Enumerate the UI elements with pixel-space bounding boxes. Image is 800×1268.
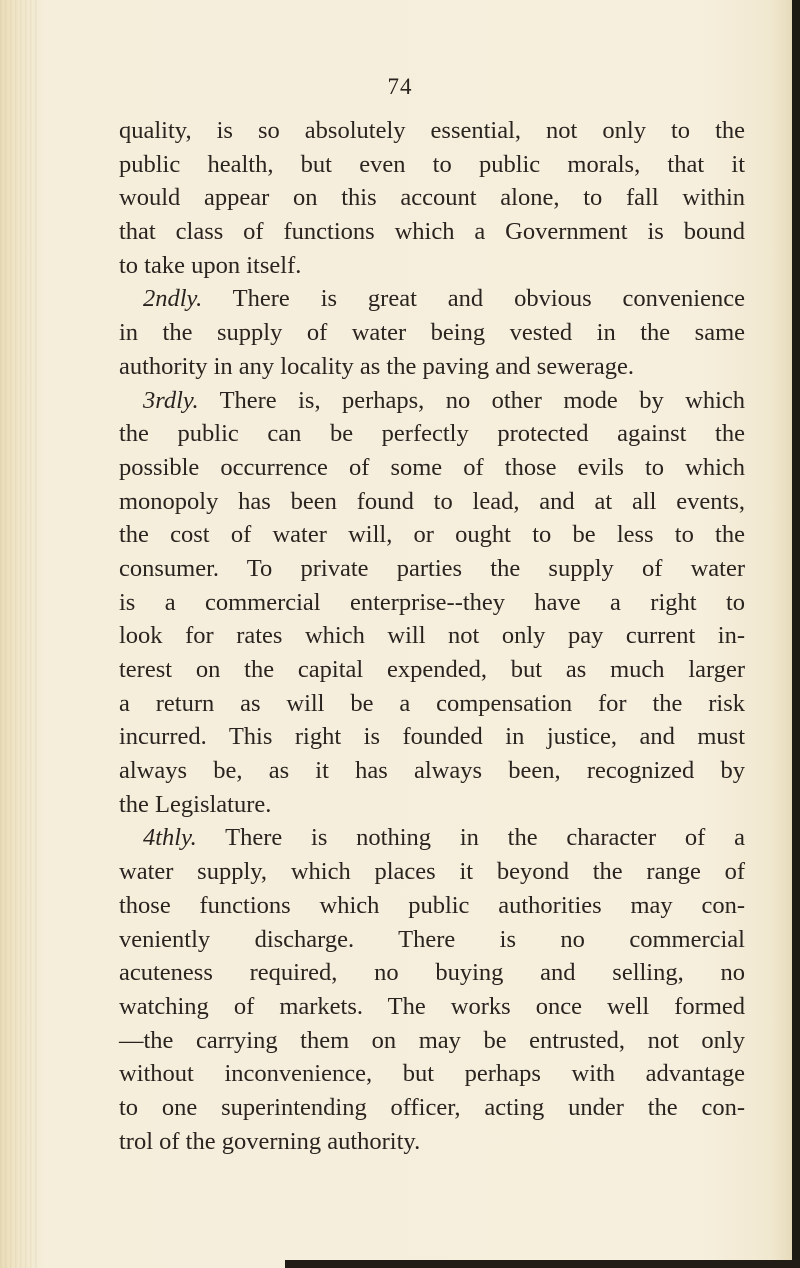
page-number: 74 (387, 74, 413, 99)
text-line (119, 1024, 745, 1058)
line-text: There is, perhaps, no other mode by which (198, 386, 745, 414)
text-line (119, 990, 745, 1024)
line-text: terest on the capital expended, but as much larger (119, 656, 745, 683)
line-text: incurred. This right is founded in justice, and must (119, 723, 745, 751)
text-line (119, 889, 745, 923)
text-line (119, 956, 745, 990)
paragraph-start-line (119, 282, 745, 316)
line-text: is a commercial enterprise--they have a right to (119, 588, 745, 616)
binding-gutter (0, 0, 38, 1268)
paragraph-ordinal: 4thly. (143, 824, 197, 852)
line-text: the public can be perfectly protected against the (119, 420, 745, 448)
text-line (119, 552, 745, 586)
line-text: that class of functions which a Government is bound (119, 218, 745, 246)
text-line (119, 1057, 745, 1091)
line-text: —the carrying them on may be entrusted, not only (119, 1026, 745, 1054)
line-text: acuteness required, no buying and selling, no (119, 959, 745, 987)
line-text: the cost of water will, or ought to be less to the (119, 521, 745, 549)
line-text: to one superintending officer, acting under the con- (119, 1093, 745, 1121)
text-line (119, 417, 745, 451)
text-line (119, 114, 745, 148)
text-line (119, 485, 745, 519)
line-text: public health, but even to public morals, that it (119, 150, 745, 178)
text-line (119, 518, 745, 552)
line-text: possible occurrence of some of those evils to which (119, 453, 745, 481)
text-line (119, 1125, 745, 1159)
line-text: a return as will be a compensation for the risk (119, 689, 745, 717)
line-text: quality, is so absolutely essential, not only to the (119, 117, 745, 144)
paragraph-start-line (119, 384, 745, 418)
text-line (119, 653, 745, 687)
text-line (119, 148, 745, 182)
line-text: to take upon itself. (119, 251, 302, 279)
line-text: would appear on this account alone, to fall within (119, 184, 745, 212)
line-text: water supply, which places it beyond the range of (119, 858, 745, 886)
text-line (119, 181, 745, 215)
paragraph-ordinal: 3rdly. (143, 386, 199, 414)
text-line (119, 720, 745, 754)
line-text: look for rates which will not only pay current in- (119, 622, 745, 650)
line-text: without inconvenience, but perhaps with advantage (119, 1060, 745, 1088)
text-line (119, 687, 745, 721)
line-text: monopoly has been found to lead, and at all events, (119, 487, 745, 515)
text-line (119, 215, 745, 249)
line-text: There is great and obvious convenience (202, 285, 745, 313)
text-line (119, 316, 745, 350)
text-line (119, 855, 745, 889)
line-text: trol of the governing authority. (119, 1127, 421, 1155)
paragraph-ordinal: 2ndly. (143, 285, 203, 313)
text-line (119, 754, 745, 788)
text-line (119, 249, 745, 283)
line-text: veniently discharge. There is no commercial (119, 925, 745, 953)
body-text (119, 114, 745, 1158)
line-text: the Legislature. (119, 790, 272, 818)
text-line (119, 1091, 745, 1125)
text-line (119, 923, 745, 957)
page-edge-shadow (792, 0, 800, 1268)
text-line (119, 586, 745, 620)
text-line (119, 788, 745, 822)
line-text: those functions which public authorities may con- (119, 891, 745, 919)
text-line (119, 619, 745, 653)
paragraph-start-line (119, 821, 745, 855)
line-text: always be, as it has always been, recognized by (119, 757, 745, 785)
line-text: consumer. To private parties the supply of water (119, 554, 745, 582)
line-text: authority in any locality as the paving and sewerage. (119, 352, 635, 380)
text-line (119, 350, 745, 384)
line-text: watching of markets. The works once well formed (119, 992, 745, 1020)
text-line (119, 451, 745, 485)
bottom-edge-shadow (285, 1260, 800, 1268)
line-text: There is nothing in the character of a (196, 824, 745, 852)
line-text: in the supply of water being vested in the same (119, 319, 745, 347)
